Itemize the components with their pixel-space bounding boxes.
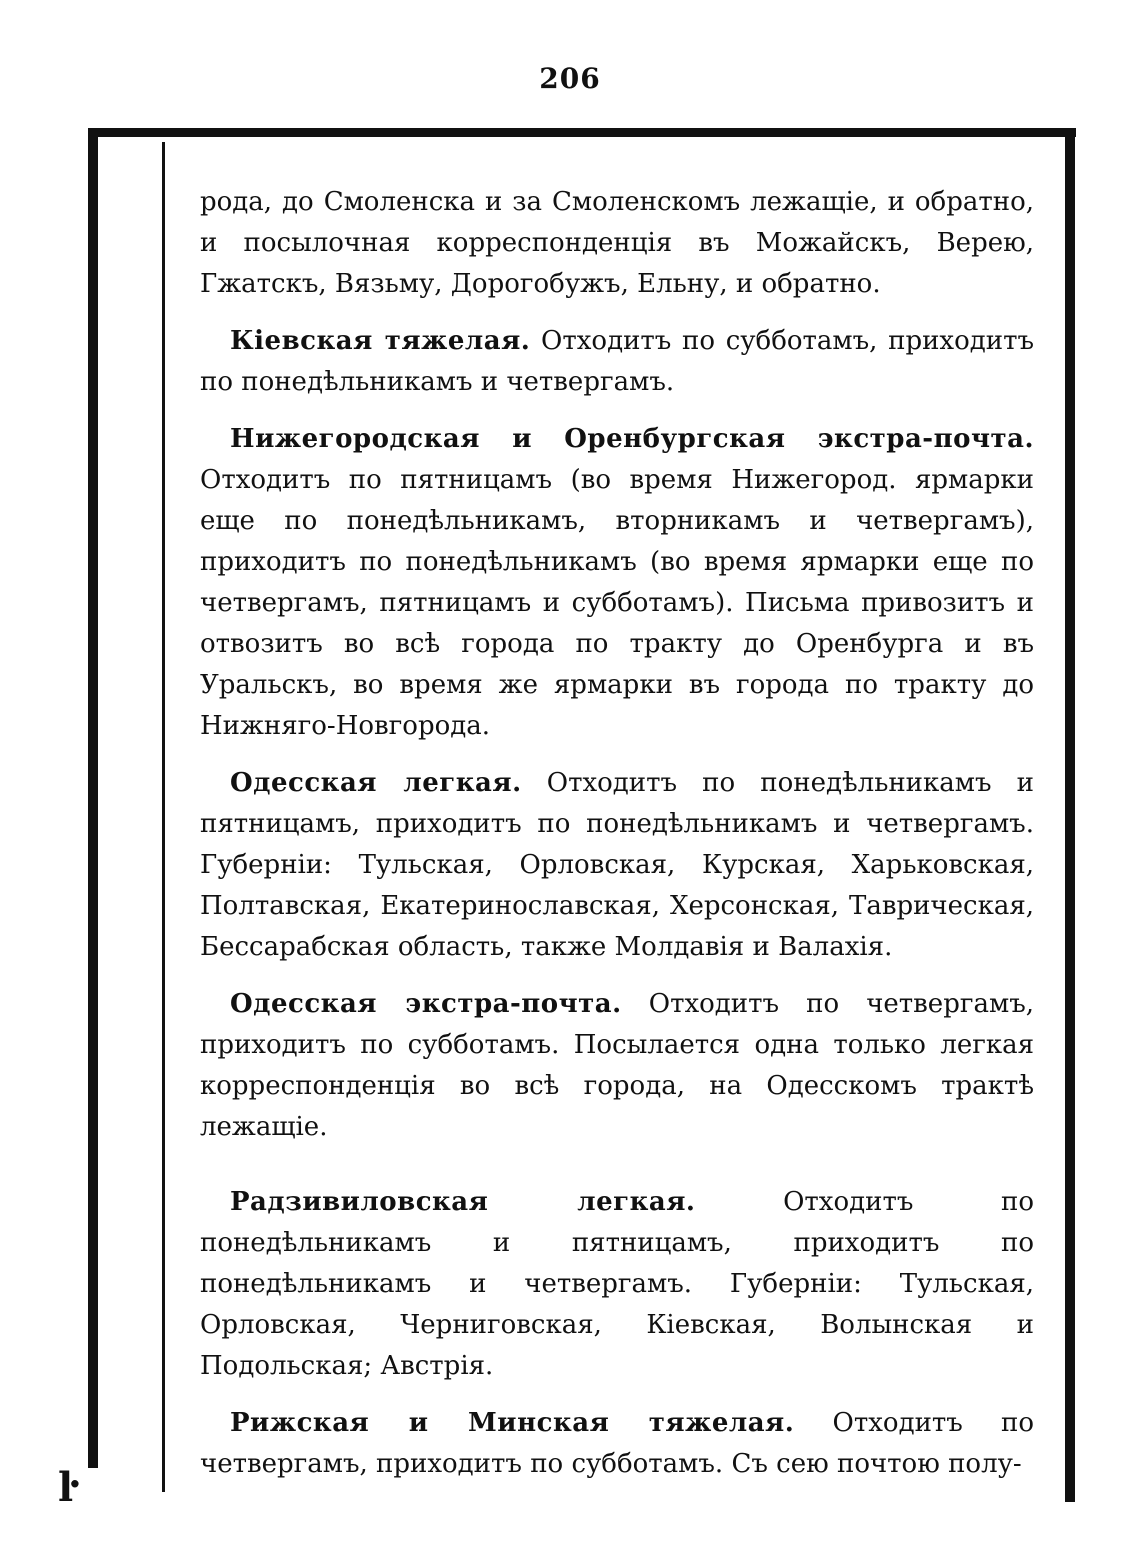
paragraph-radzivilov-light [200, 1182, 1034, 1387]
paragraph-kiev-heavy [200, 321, 1034, 403]
paragraph-text: рода, до Смоленска и за Смоленскомъ лежащіе, и обратно, и посылочная корреспонденція въ Можайскъ, Верею, Гжатскъ, Вязьму, Дорогобужъ, Ельну, и обратно. [200, 187, 1034, 299]
paragraph-text: Отходитъ по четвергамъ, приходитъ по субботамъ. Посылается одна только легкая корреспонденція во всѣ города, на Одесскомъ трактѣ лежащіе. [200, 989, 1034, 1142]
paragraph-heading: Рижская и Минская тяжелая. [230, 1408, 795, 1438]
paragraph-heading: Нижегородская и Оренбургская экстра-почта. [230, 424, 1034, 454]
page-number: 206 [539, 62, 601, 95]
inner-margin-rule [162, 142, 165, 1492]
paragraph-heading: Одесская экстра-почта. [230, 989, 622, 1019]
paragraph-text: Отходитъ по понедѣльникамъ и пятницамъ, приходитъ по понедѣльникамъ и четвергамъ. Губерніи: Тульская, Орловская, Курская, Харьковская, Полтавская, Екатеринославская, Херсонская, Таврическая, Бессарабская область, также Молдавія и Валахія. [200, 768, 1034, 962]
corner-printer-mark: ŀ [58, 1464, 74, 1511]
paragraph-text: Отходитъ по пятницамъ (во время Нижегород. ярмарки еще по понедѣльникамъ, вторникамъ и четвергамъ), приходитъ по понедѣльникамъ (во время ярмарки еще по четвергамъ, пятницамъ и субботамъ). Письма привозитъ и отвозитъ во всѣ города по тракту до Оренбурга и въ Уральскъ, во время же ярмарки въ города по тракту до Нижняго-Новгорода. [200, 465, 1034, 741]
frame-left-border [88, 128, 98, 1468]
paragraph-nizhny-orenburg-express [200, 419, 1034, 747]
paragraph-text: Отходитъ по четвергамъ, приходитъ по субботамъ. Съ сею почтою полу- [200, 1408, 1035, 1479]
page-body [200, 182, 1034, 1501]
paragraph-heading: Кіевская тяжелая. [230, 326, 531, 356]
paragraph-smolensk-continuation [200, 182, 1034, 305]
paragraph-riga-minsk-heavy [200, 1403, 1034, 1485]
paragraph-text: Отходитъ по субботамъ, приходитъ по понедѣльникамъ и четвергамъ. [200, 326, 1035, 397]
paragraph-heading: Радзивиловская легкая. [230, 1187, 696, 1217]
frame-right-border [1065, 128, 1075, 1502]
paragraph-heading: Одесская легкая. [230, 768, 522, 798]
paragraph-odessa-express [200, 984, 1034, 1148]
paragraph-text: Отходитъ по понедѣльникамъ и пятницамъ, приходитъ по понедѣльникамъ и четвергамъ. Губерніи: Тульская, Орловская, Черниговская, Кіевская, Волынская и Подольская; Австрія. [200, 1187, 1035, 1381]
paragraph-odessa-light [200, 763, 1034, 968]
frame-top-border [92, 128, 1076, 137]
